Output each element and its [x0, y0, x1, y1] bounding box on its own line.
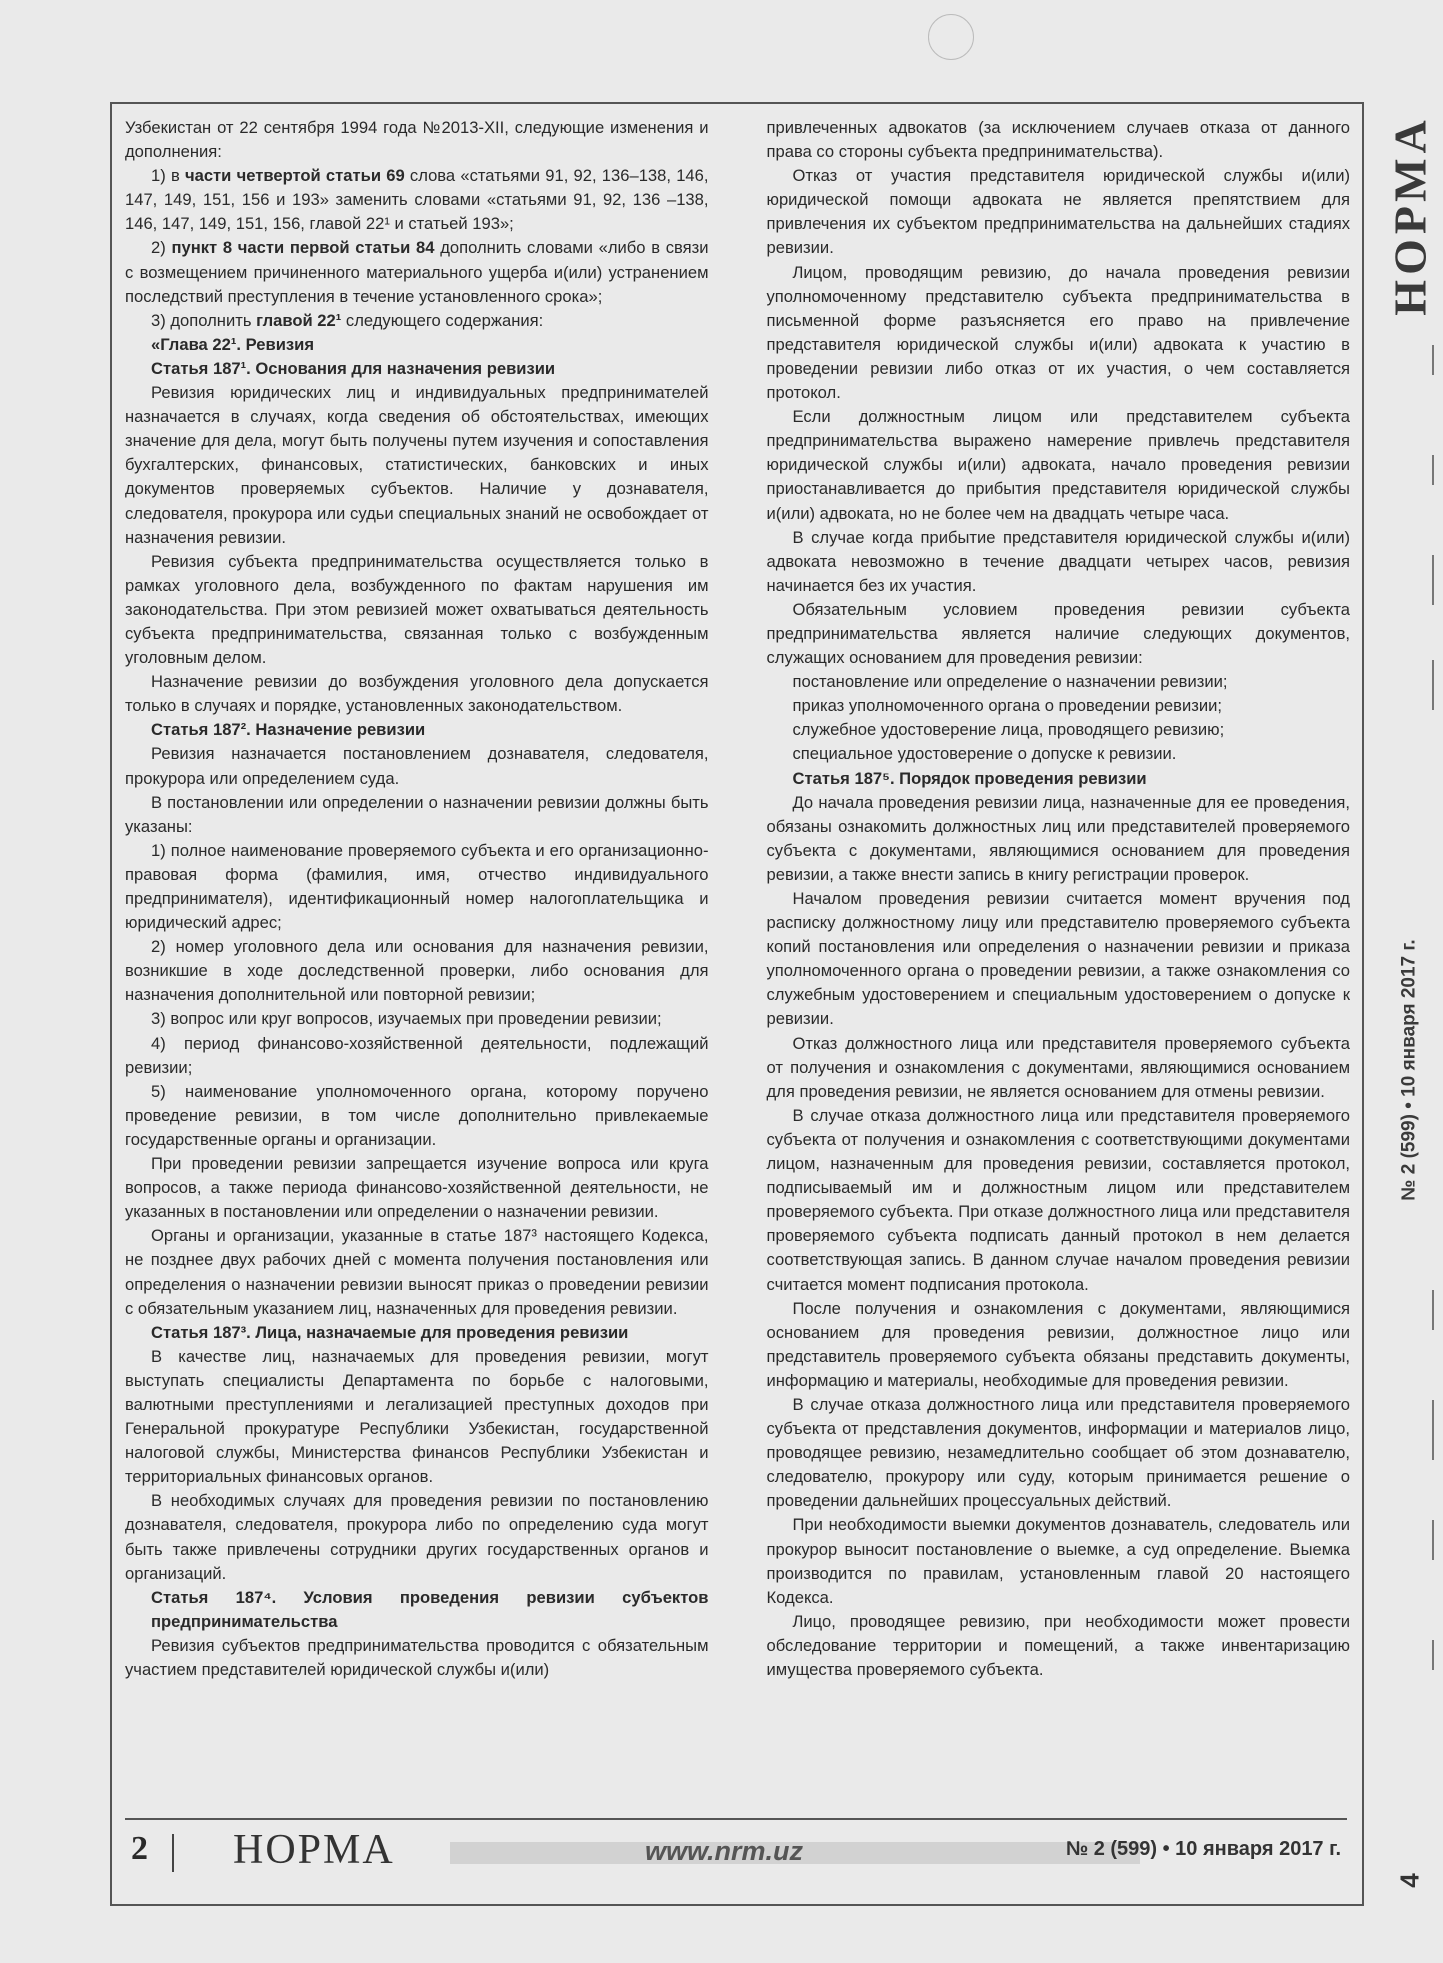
paragraph: После получения и ознакомления с документами, являющимися основанием для проведения ревизии, должностное лицо или представитель проверяемого субъекта обязаны представить документы, информацию и материалы, необходимые для проведения ревизии.: [766, 1298, 1350, 1390]
chapter-heading: «Глава 22¹. Ревизия: [151, 334, 315, 354]
article-heading: Статья 187⁴. Условия проведения ревизии субъектов предпринимательства: [151, 1587, 709, 1631]
paragraph: Органы и организации, указанные в статье 187³ настоящего Кодекса, не позднее двух рабочих дней с момента получения постановления или определения о назначении ревизии выносят приказ о проведении ревизии с обязательным указанием лиц, назначенных для проведения ревизии.: [125, 1226, 709, 1318]
footer-issue: № 2 (599) • 10 января 2017 г.: [1065, 1838, 1341, 1860]
article-heading: Статья 187¹. Основания для назначения ревизии: [151, 358, 556, 378]
paragraph: Ревизия юридических лиц и индивидуальных предпринимателей назначается в случаях, когда сведения об обстоятельствах, имеющих значение для дела, могут быть получены путем изучения и сопоставления бухгалтерских, финансовых, статистических, банковских и иных документов проверяемых субъектов. Наличие у дознавателя, следователя, прокурора или судьи специальных знаний не освобождает от назначения ревизии.: [125, 383, 709, 547]
list-item: специальное удостоверение о допуске к ревизии.: [792, 744, 1177, 764]
paragraph: Лицом, проводящим ревизию, до начала проведения ревизии уполномоченному представителю субъекта предпринимательства в письменной форме разъясняется его право на привлечение представителя юридической службы и(или) адвоката к участию в проведении ревизии либо отказ от их участия, о чем составляется протокол.: [766, 262, 1350, 403]
divider: [1432, 455, 1434, 485]
paragraph: В случае отказа должностного лица или представителя проверяемого субъекта от представления документов, информации и материалов лицо, проводящее ревизию, незамедлительно сообщает об этом дознавателю, следователю, прокурору или суду, которым принимается решение о проведении дальнейших процессуальных действий.: [766, 1394, 1350, 1511]
paragraph: Если должностным лицом или представителем субъекта предпринимательства выражено намерение привлечь представителя юридической службы и(или) адвоката, начало проведения ревизии приостанавливается до прибытия представителя юридической службы и(или) адвоката, но не более чем на двадцать четыре часа.: [766, 407, 1350, 523]
paragraph: привлеченных адвокатов (за исключением случаев отказа от данного права со стороны субъекта предпринимательства).: [766, 118, 1350, 162]
side-masthead: [1385, 100, 1435, 330]
article-body: [125, 116, 1350, 1806]
paragraph: Отказ от участия представителя юридической службы и(или) юридической помощи адвоката не является препятствием для привлечения их субъектом предпринимательства на дальнейших стадиях ревизии.: [766, 166, 1350, 258]
paragraph: Узбекистан от 22 сентября 1994 года №2013-XII, следующие изменения и дополнения:: [125, 118, 709, 162]
paragraph: В качестве лиц, назначаемых для проведения ревизии, могут выступать специалисты Департамента по борьбе с налоговыми, валютными преступлениями и легализацией преступных доходов при Генеральной прокуратуре Республики Узбекистан, государственной налоговой службы, Министерства финансов Республики Узбекистан и территориальных финансовых органов.: [125, 1346, 709, 1487]
paragraph: 4) период финансово-хозяйственной деятельности, подлежащий ревизии;: [125, 1033, 709, 1077]
side-page-number-text: 4: [1394, 1873, 1425, 1888]
paragraph: В случае отказа должностного лица или представителя проверяемого субъекта от получения и ознакомления с соответствующими документами лицом, назначенным для проведения ревизии, составляется протокол, подписываемый им и должностным лицом или представителем проверяемого субъекта. При отказе должностного лица или представителя проверяемого субъекта подписать данный протокол в нем делается соответствующая запись. В данном случае началом проведения ревизии считается момент подписания протокола.: [766, 1105, 1350, 1294]
article-heading: Статья 187⁵. Порядок проведения ревизии: [792, 768, 1147, 788]
paragraph: 5) наименование уполномоченного органа, которому поручено проведение ревизии, в том числе дополнительно привлекаемые государственные органы и организации.: [125, 1081, 709, 1149]
paragraph: Началом проведения ревизии считается момент вручения под расписку должностному лицу или представителю проверяемого субъекта копий постановления или определения о назначении ревизии и приказа уполномоченного органа о проведении ревизии, а также ознакомления со служебным удостоверением и специальным удостоверением о допуске к ревизии.: [766, 889, 1350, 1029]
list-item: постановление или определение о назначении ревизии;: [792, 672, 1228, 692]
divider: [1432, 555, 1434, 605]
article-heading: Статья 187³. Лица, назначаемые для проведения ревизии: [151, 1322, 629, 1342]
footer-separator: [172, 1834, 174, 1872]
paragraph: 2) номер уголовного дела или основания для назначения ревизии, возникшие в ходе доследственной проверки, либо основания для назначения дополнительной или повторной ревизии;: [125, 937, 709, 1005]
side-page-number: [1395, 1865, 1425, 1896]
article-heading: Статья 187². Назначение ревизии: [151, 720, 426, 740]
divider: [1432, 1400, 1434, 1460]
footer-rule: [125, 1818, 1347, 1820]
right-column: [767, 116, 1351, 1806]
paragraph: Ревизия субъектов предпринимательства проводится с обязательным участием представителей юридической службы и(или): [125, 1635, 709, 1679]
footer-title: НОРМА: [233, 1827, 395, 1873]
list-item: служебное удостоверение лица, проводящего ревизию;: [792, 720, 1225, 740]
paragraph: 1) полное наименование проверяемого субъекта и его организационно-правовая форма (фамилия, имя, отчество индивидуального предпринимателя), идентификационный номер налогоплательщика и юридический адрес;: [125, 840, 709, 933]
paragraph: 1) в части четвертой статьи 69 слова «статьями 91, 92, 136–138, 146, 147, 149, 151, 156 и 193» заменить словами «статьями 91, 92, 136 –138, 146, 147, 149, 151, 156, главой 22¹ и статьей 193»;: [125, 166, 709, 234]
paragraph: 2) пункт 8 части первой статьи 84 дополнить словами «либо в связи с возмещением причиненного материального ущерба и(или) устранением последствий преступления в течение установленного срока»;: [125, 238, 709, 306]
divider: [1432, 1290, 1434, 1330]
list-item: приказ уполномоченного органа о проведении ревизии;: [792, 696, 1222, 716]
paragraph: При проведении ревизии запрещается изучение вопроса или круга вопросов, а также периода финансово-хозяйственной деятельности, не указанных в постановлении или определении о назначении ревизии.: [125, 1154, 709, 1222]
paragraph: Ревизия субъекта предпринимательства осуществляется только в рамках уголовного дела, возбужденного по фактам нарушения им законодательства. При этом ревизией может охватываться деятельность субъекта предпринимательства, связанная только с возбужденным уголовным делом.: [125, 551, 709, 668]
paragraph: При необходимости выемки документов дознаватель, следователь или прокурор выносит постановление о выемке, а суд определение. Выемка производится по правилам, установленным главой 20 настоящего Кодекса.: [766, 1515, 1350, 1607]
left-column: [125, 116, 709, 1806]
paragraph: В случае когда прибытие представителя юридической службы и(или) адвоката невозможно в течение двадцати четырех часов, ревизия начинается без их участия.: [766, 527, 1350, 595]
page-footer: [125, 1822, 1347, 1882]
paragraph: 3) дополнить главой 22¹ следующего содержания:: [151, 310, 544, 330]
paragraph: До начала проведения ревизии лица, назначенные для ее проведения, обязаны ознакомить должностных лиц или представителей проверяемого субъекта с документами, являющимися основанием для проведения ревизии, а также внести запись в книгу регистрации проверок.: [766, 792, 1350, 884]
punch-hole: [928, 14, 974, 60]
paragraph: Назначение ревизии до возбуждения уголовного дела допускается только в случаях и порядке, установленных законодательством.: [125, 672, 709, 716]
side-issue: [1385, 860, 1435, 1280]
footer-url[interactable]: www.nrm.uz: [645, 1836, 804, 1866]
divider: [1432, 660, 1434, 710]
paragraph: В постановлении или определении о назначении ревизии должны быть указаны:: [125, 792, 709, 836]
paragraph: В необходимых случаях для проведения ревизии по постановлению дознавателя, следователя, прокурора либо по определению суда могут быть также привлечены сотрудники других государственных органов и организаций.: [125, 1491, 709, 1583]
divider: [1432, 345, 1434, 375]
side-masthead-text: НОРМА: [1384, 114, 1436, 316]
footer-page-number: 2: [131, 1830, 148, 1867]
paragraph: Отказ должностного лица или представителя проверяемого субъекта от получения и ознакомления с документами, являющимися основанием для проведения ревизии, не является основанием для отмены ревизии.: [766, 1033, 1350, 1101]
divider: [1432, 1640, 1434, 1670]
paragraph: Обязательным условием проведения ревизии субъекта предпринимательства является наличие следующих документов, служащих основанием для проведения ревизии:: [766, 599, 1350, 668]
side-issue-text: № 2 (599) • 10 января 2017 г.: [1399, 939, 1420, 1201]
divider: [1432, 1520, 1434, 1560]
paragraph: Ревизия назначается постановлением дознавателя, следователя, прокурора или определением суда.: [125, 744, 709, 788]
paragraph: Лицо, проводящее ревизию, при необходимости может провести обследование территории и помещений, а также инвентаризацию имущества проверяемого субъекта.: [766, 1611, 1350, 1679]
paragraph: 3) вопрос или круг вопросов, изучаемых при проведении ревизии;: [151, 1009, 662, 1029]
